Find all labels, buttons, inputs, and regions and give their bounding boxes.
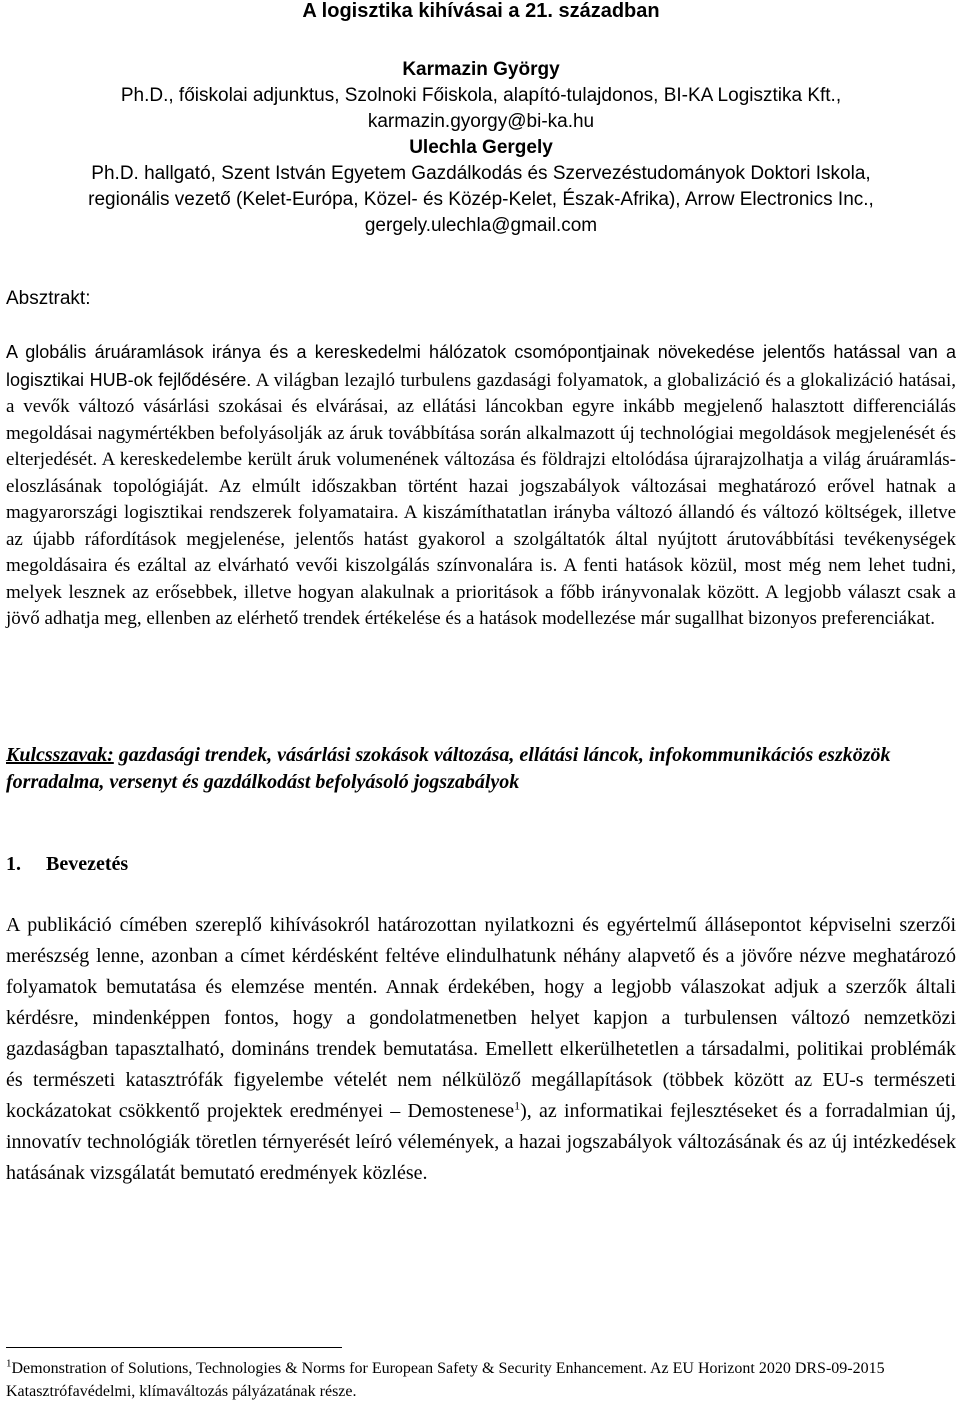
author-name-2: Ulechla Gergely	[409, 137, 553, 158]
footnote	[6, 1357, 956, 1403]
section-number: 1.	[6, 853, 21, 875]
author-email-2[interactable]: gergely.ulechla@gmail.com	[364, 215, 598, 236]
author-block	[6, 57, 956, 239]
intro-text-1: A publikáció címében szereplő kihívásokról határozottan nyilatkozni és egyértelmű állásepontot képviselni szerzői merészség lenne, azonban a címet kérdésként feltéve elindulhatunk néhány alapvető és a jövőre nézve meghatározó folyamatok bemutatása és elemzése mentén. Annak érdekében, hogy a legjobb válaszokat adjuk a szerzők általi kérdésre, mindenképpen fontos, hogy a gondolatmenetben helyet kapjon a turbulensen változó nemzetközi gazdaságban tapasztalható, domináns trendek bemutatása. Emellett elkerülhetetlen a társadalmi, politikai problémák és természeti katasztrófák figyelembe vételét nem nélkülöző megállapítások (többek között az EU-s természeti kockázatokat csökkentő projektek eredményei – Demostenese	[6, 914, 956, 1122]
abstract-label: Absztrakt:	[6, 288, 91, 309]
author-affiliation-1: Ph.D., főiskolai adjunktus, Szolnoki Főiskola, alapító-tulajdonos, BI-KA Logisztika Kft.,	[120, 85, 842, 106]
author-affiliation-2-line-2: regionális vezető (Kelet-Európa, Közel- és Közép-Kelet, Észak-Afrika), Arrow Electronics Inc.,	[88, 189, 874, 210]
keywords	[6, 742, 956, 796]
keywords-text: gazdasági trendek, vásárlási szokások változása, ellátási láncok, infokommunikációs eszközök forradalma, versenyt és gazdálkodást befolyásoló jogszabályok	[6, 744, 891, 793]
author-affiliation-2-line-1: Ph.D. hallgató, Szent István Egyetem Gazdálkodás és Szervezéstudományok Doktori Iskola,	[91, 163, 871, 184]
section-heading	[6, 851, 128, 877]
paper-title: A logisztika kihívásai a 21. században	[302, 0, 660, 22]
abstract-text	[6, 339, 956, 633]
intro-text-2: ), az informatikai fejlesztéseket és a forradalmian új, innovatív technológiák töretlen térnyerését leíró vélemények, a hazai jogszabályok változásának és az új intézkedések hatásának vizsgálatát bemutató eredmények közlése.	[6, 1100, 956, 1184]
abstract-body: A világban lezajló turbulens gazdasági folyamatok, a globalizáció és a glokalizáció hatásai, a vevők változó vásárlási szokásai és elvárásai, az ellátási láncokban egyre inkább megjelenő halasztott differenciálás megoldásai nagymértékben befolyásolják az áruk továbbítása során alkalmazott új technológiai megoldások megjelenését és elterjedését. A kereskedelembe került áruk volumenének változása és földrajzi eltolódása újrarajzolhatja a világ áruáramlás-eloszlásának topológiáját. Az elmúlt időszakban történt hazai jogszabályok változásai meghatározó erővel hatnak a magyarországi logisztikai rendszerek folyamataira. A kiszámíthatatlan irányba változó állandó és változó költségek, illetve az újabb ráfordítások megjelenése, jelentős hatást gyakorol a szolgáltatók által nyújtott árutovábbítási tevékenységek megoldásaira és ezáltal az elvárható vevői kiszolgálás színvonalára is. A fenti hatások közül, most még nem lehet tudni, melyek lesznek az erősebbek, illetve hogyan alakulnak a prioritások a főbb irányvonalak között. A legjobb választ csak a jövő adhatja meg, ellenben az elérhető trendek értékelése és a hatások modellezése már sugallhat bizonyos preferenciákat.	[6, 369, 956, 629]
footnote-text: Demonstration of Solutions, Technologies & Norms for European Safety & Security Enhancement. Az EU Horizont 2020 DRS-09-2015 Katasztrófavédelmi, klímaváltozás pályázatának része.	[6, 1360, 885, 1400]
keywords-label: Kulcsszavak:	[6, 744, 114, 766]
intro-paragraph	[6, 910, 956, 1189]
footnote-marker: 1	[6, 1357, 12, 1370]
author-name-1: Karmazin György	[402, 59, 560, 80]
section-title: Bevezetés	[46, 853, 129, 875]
footnote-reference[interactable]: 1	[514, 1098, 521, 1113]
footnote-divider	[6, 1347, 342, 1348]
author-email-1[interactable]: karmazin.gyorgy@bi-ka.hu	[367, 111, 595, 132]
abstract-first-sentence: A globális áruáramlások iránya és a kereskedelmi hálózatok csomópontjainak növekedése jelentős hatással van a logisztikai HUB-ok fejlődésére.	[6, 342, 956, 390]
